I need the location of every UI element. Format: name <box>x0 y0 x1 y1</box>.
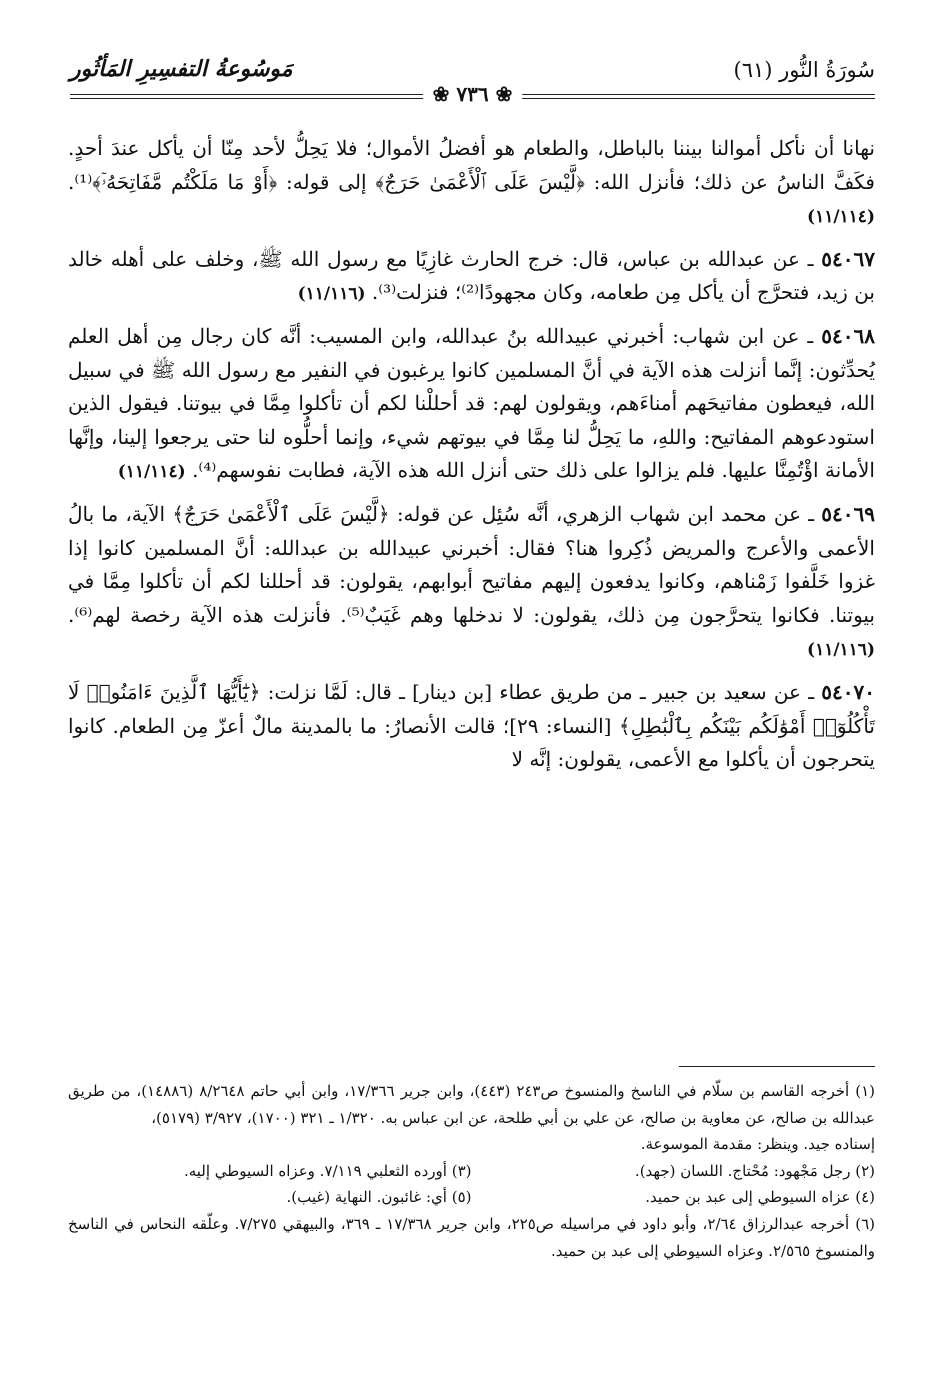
entry-number: ٥٤٠٦٧ <box>821 246 876 271</box>
footnote-1: (١) أخرجه القاسم بن سلّام في الناسخ والمنسوخ ص٢٤٣ (٤٤٣)، وابن جرير ١٧/٣٦٦، وابن أبي حاتم ٨/٢٦٤٨ (١٤٨٨٦)، من طريق عبدالله بن صالح، عن معاوية بن صالح، عن علي بن أبي طلحة، عن ابن عباس به. ١/٣٢٠ ـ ٣٢١ (١٧٠٠)، ٣/٩٢٧ (٥١٧٩)، <box>68 1082 876 1127</box>
footnote-4: (٤) عزاه السيوطي إلى عبد بن حميد. <box>645 1188 875 1207</box>
entry-number: ٥٤٠٧٠ <box>821 679 875 704</box>
surah-title: سُورَةُ النُّور (٦١) <box>733 58 875 82</box>
footnote-separator <box>679 1066 875 1067</box>
footnote-3: (٣) أورده الثعلبي ٧/١١٩. وعزاه السيوطي إليه. <box>183 1161 472 1180</box>
entry-number: ٥٤٠٦٩ <box>821 501 876 526</box>
footnote-5: (٥) أي: غائبون. النهاية (غيب). <box>286 1188 472 1207</box>
page-header <box>70 50 875 112</box>
footnotes <box>68 1078 875 1264</box>
ornament-icon: ❀ <box>488 82 513 106</box>
footnote-row <box>68 1184 875 1211</box>
hadith-entry <box>68 676 875 777</box>
hadith-entry <box>68 320 875 490</box>
entry-text: ـ عن سعيد بن جبير ـ من طريق عطاء [بن دينار] ـ قال: لَمَّا نزلت: ﴿يَٰٓأَيُّهَا ٱلَّذِينَ ءَامَنُوا۟ لَا تَأْكُلُوٓا۟ أَمْوَٰلَكُم بَيْنَكُم بِٱلْبَٰطِلِ﴾ [النساء: ٢٩]؛ قالت الأنصارُ: ما بالمدينة مالٌ أعزّ مِن الطعام. كانوا يتحرجون أن يأكلوا مع الأعمى، يقولون: إنَّه لا <box>68 679 875 772</box>
hadith-entry <box>68 498 875 668</box>
paragraph-text: نهانا أن نأكل أموالنا بيننا بالباطل، والطعام هو أفضلُ الأموال؛ فلا يَحِلُّ لأحد مِنّا أن يأكل عندَ أحدٍ. فكَفَّ الناسُ عن ذلك؛ فأنزل الله: ﴿لَّيْسَ عَلَى ٱلْأَعْمَىٰ حَرَجٌ﴾ إلى قوله: ﴿أَوْ مَا مَلَكْتُم مَّفَاتِحَهُۥٓ﴾⁽¹⁾. <box>68 136 875 194</box>
footnote-row <box>68 1158 875 1185</box>
cross-reference: (١١/١١٦) <box>297 284 366 305</box>
footnote-6: (٦) أخرجه عبدالرزاق ٢/٦٤، وأبو داود في مراسيله ص٢٢٥، وابن جرير ١٧/٣٦٨ ـ ٣٦٩، والبيهقي ٧/٢٧٥. وعلّقه النحاس في الناسخ والمنسوخ ٢/٥٦٥. وعزاه السيوطي إلى عبد بن حميد. <box>68 1214 875 1260</box>
entry-text: ـ عن ابن شهاب: أخبرني عبيدالله بنُ عبدالله، وابن المسيب: أنَّه كان رجال مِن أهل العلم يُحدِّثون: إنَّما أنزلت هذه الآية في أنَّ المسلمين كانوا يرغبون في النفير مع رسول الله ﷺ في سبيل الله، فيعطون مفاتيحَهم أمناءَهم، ويقولون لهم: قد أحللْنا لكم أن تأكلوا مِمَّا في بيوتنا. فيقول الذين استودعوهم المفاتيح: واللهِ، ما يَحِلُّ لنا مِمَّا في بيوتهم شيء، وإنما أحلُّوه لنا حتى يرجعوا إلينا، وإنَّها الأمانة اؤْتُمِنَّا عليها. فلم يزالوا على ذلك حتى أنزل الله هذه الآية، فطابت نفوسهم⁽⁴⁾. <box>68 323 875 483</box>
cross-reference: (١١/١١٤) <box>807 207 875 228</box>
series-title: مَوسُوعةُ التفسِيرِ المَأثُور <box>70 56 293 82</box>
hadith-entry <box>68 243 875 312</box>
cross-reference: (١١/١١٦) <box>807 640 875 661</box>
entry-text: ـ عن محمد ابن شهاب الزهري، أنَّه سُئِل عن قوله: ﴿لَّيْسَ عَلَى ٱلْأَعْمَىٰ حَرَجٌ﴾ الآية، ما بالُ الأعمى والأعرج والمريض ذُكِروا هنا؟ فقال: أخبرني عبيدالله بن عبدالله: أنَّ المسلمين كانوا إذا غزوا خَلَّفوا زَمْناهم، وكانوا يدفعون إليهم مفاتيح أبوابهم، يقولون: قد أحللنا لكم أن تأكلوا مِمَّا في بيوتنا. فكانوا يتحرَّجون مِن ذلك، يقولون: لا ندخلها وهم غَيَبٌ⁽⁵⁾. فأنزلت هذه الآية رخصة لهم⁽⁶⁾. <box>68 501 875 627</box>
cross-reference: (١١/١١٤) <box>117 462 186 483</box>
footnote-2: (٢) رجل مَجْهود: مُحْتاج. اللسان (جهد). <box>634 1161 875 1180</box>
intro-paragraph <box>68 132 875 235</box>
page-number: ❀ ٧٣٦ ❀ <box>423 82 523 106</box>
main-text <box>68 132 875 785</box>
entry-number: ٥٤٠٦٨ <box>821 323 875 348</box>
entry-text: ـ عن عبدالله بن عباس، قال: خرج الحارث غازِيًا مع رسول الله ﷺ، وخلف على أهله خالد بن زيد، فتحرَّج أن يأكل مِن طعامه، وكان مجهودًا⁽²⁾؛ فنزلت⁽³⁾. <box>68 246 875 305</box>
ornament-icon: ❀ <box>432 82 457 106</box>
footnote-1-note: إسناده جيد. وينظر: مقدمة الموسوعة. <box>640 1135 875 1154</box>
